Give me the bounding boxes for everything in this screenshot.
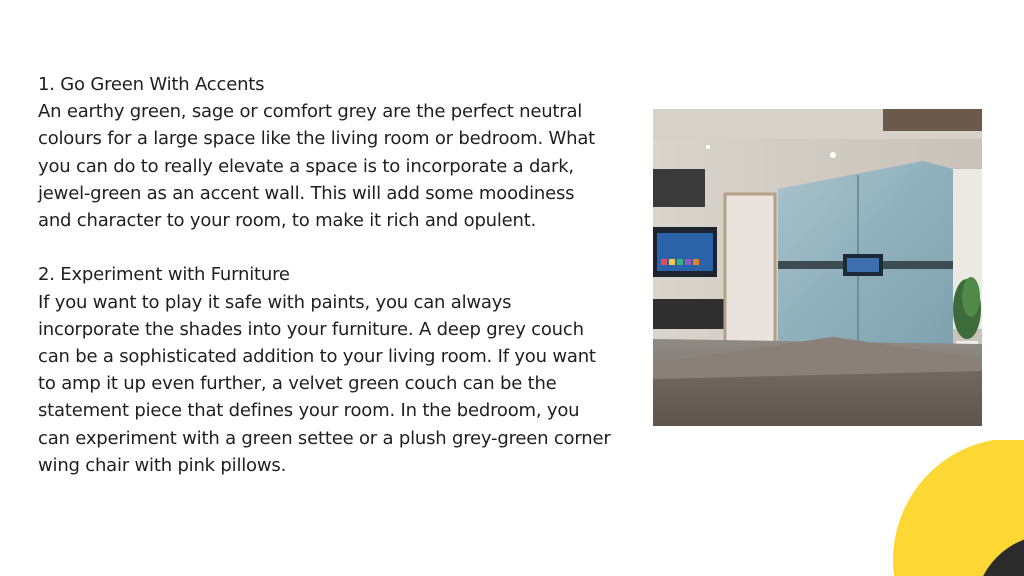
section-1-line: and character to your room, to make it rich and opulent.: [38, 210, 537, 232]
section-2-heading: 2. Experiment with Furniture: [38, 264, 290, 286]
section-2-line: If you want to play it safe with paints, you can always: [38, 291, 512, 313]
section-1-line: An earthy green, sage or comfort grey are the perfect neutral: [38, 101, 583, 123]
bedroom-photo: [653, 109, 982, 426]
section-2-line: to amp it up even further, a velvet green couch can be the: [38, 373, 557, 395]
section-2-line: incorporate the shades into your furniture. A deep grey couch: [38, 318, 584, 340]
section-2-line: can experiment with a green settee or a plush grey-green corner: [38, 427, 611, 449]
section-1-heading: 1. Go Green With Accents: [38, 74, 265, 95]
section-2-line: statement piece that defines your room. In the bedroom, you: [38, 400, 580, 422]
section-1-line: you can do to really elevate a space is to incorporate a dark,: [38, 155, 574, 177]
section-1-line: colours for a large space like the living room or bedroom. What: [38, 128, 596, 150]
section-1-line: jewel-green as an accent wall. This will add some moodiness: [38, 182, 575, 204]
section-2-line: can be a sophisticated addition to your living room. If you want: [38, 346, 596, 368]
paragraph-gap: [38, 234, 638, 261]
corner-decoration: [890, 440, 1024, 576]
section-2-line: wing chair with pink pillows.: [38, 454, 287, 476]
article-text: [38, 71, 638, 479]
